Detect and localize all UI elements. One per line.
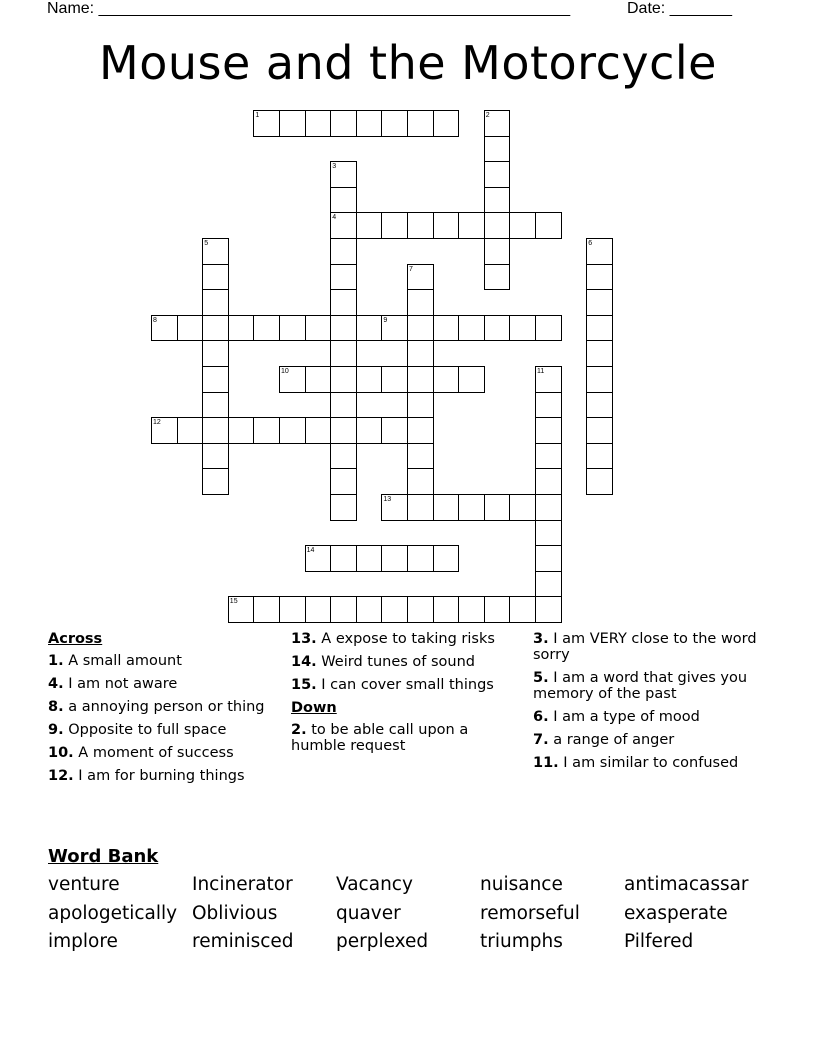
grid-cell[interactable] bbox=[177, 417, 204, 444]
grid-cell[interactable] bbox=[509, 315, 536, 342]
word-bank-word: nuisance bbox=[480, 874, 563, 895]
grid-cell[interactable] bbox=[586, 366, 613, 393]
grid-cell[interactable] bbox=[330, 161, 357, 188]
across-heading: Across bbox=[48, 631, 103, 647]
clue-number: 13 bbox=[383, 496, 392, 503]
down-heading: Down bbox=[291, 700, 337, 716]
grid-cell[interactable] bbox=[330, 392, 357, 419]
grid-cell[interactable] bbox=[458, 212, 485, 239]
clue-number: 4 bbox=[332, 214, 337, 222]
clue-down-6: 6. I am a type of mood bbox=[533, 709, 700, 725]
grid-cell[interactable] bbox=[509, 212, 536, 239]
word-bank-word: reminisced bbox=[192, 931, 294, 952]
clue-number: 6 bbox=[588, 240, 593, 247]
grid-cell[interactable] bbox=[535, 468, 562, 495]
clue-number: 10 bbox=[281, 368, 289, 375]
grid-cell[interactable] bbox=[202, 315, 229, 342]
grid-cell[interactable] bbox=[330, 468, 357, 495]
clue-across-4: 4. I am not aware bbox=[48, 676, 178, 692]
grid-cell[interactable] bbox=[356, 596, 383, 623]
grid-cell[interactable] bbox=[279, 315, 306, 342]
grid-cell[interactable] bbox=[330, 212, 357, 239]
grid-cell[interactable] bbox=[305, 596, 332, 623]
grid-cell[interactable] bbox=[228, 315, 255, 342]
grid-cell[interactable] bbox=[356, 366, 383, 393]
grid-cell[interactable] bbox=[330, 289, 357, 316]
clue-number: 8 bbox=[153, 316, 157, 324]
grid-cell[interactable] bbox=[202, 238, 229, 265]
word-bank-word: perplexed bbox=[336, 931, 429, 952]
grid-cell[interactable] bbox=[228, 596, 255, 623]
grid-cell[interactable] bbox=[407, 468, 434, 495]
grid-cell[interactable] bbox=[484, 596, 511, 623]
grid-cell[interactable] bbox=[433, 110, 460, 137]
grid-cell[interactable] bbox=[535, 392, 562, 419]
grid-cell[interactable] bbox=[586, 264, 613, 291]
grid-cell[interactable] bbox=[484, 110, 511, 137]
grid-cell[interactable] bbox=[253, 315, 280, 342]
grid-cell[interactable] bbox=[381, 366, 408, 393]
grid-cell[interactable] bbox=[151, 315, 178, 342]
word-bank-word: exasperate bbox=[624, 903, 728, 924]
clue-down-3: 3. I am VERY close to the word sorry bbox=[533, 631, 757, 663]
clue-down-5: 5. I am a word that gives you memory of the past bbox=[533, 670, 748, 702]
word-bank-word: Vacancy bbox=[336, 874, 413, 895]
clue-number: 12 bbox=[153, 419, 161, 427]
grid-cell[interactable] bbox=[407, 443, 434, 470]
grid-cell[interactable] bbox=[330, 443, 357, 470]
clue-down-7: 7. a range of anger bbox=[533, 732, 675, 748]
grid-cell[interactable] bbox=[586, 392, 613, 419]
word-bank-word: Incinerator bbox=[192, 874, 293, 895]
word-bank-word: apologetically bbox=[48, 903, 178, 924]
word-bank-word: triumphs bbox=[480, 931, 563, 952]
grid-cell[interactable] bbox=[484, 187, 511, 214]
clue-number: 9 bbox=[383, 316, 388, 324]
grid-cell[interactable] bbox=[202, 264, 229, 291]
grid-cell[interactable] bbox=[484, 212, 511, 239]
word-bank-word: Pilfered bbox=[624, 931, 694, 952]
clue-down-2: 2. to be able call upon a humble request bbox=[291, 722, 469, 754]
grid-cell[interactable] bbox=[535, 366, 562, 393]
clue-down-11: 11. I am similar to confused bbox=[533, 755, 739, 771]
clue-across-9: 9. Opposite to full space bbox=[48, 722, 227, 738]
word-bank-word: Oblivious bbox=[192, 903, 278, 924]
clue-number: 5 bbox=[204, 240, 209, 247]
clue-across-8: 8. a annoying person or thing bbox=[48, 699, 265, 715]
grid-cell[interactable] bbox=[535, 545, 562, 572]
grid-cell[interactable] bbox=[305, 545, 332, 572]
grid-cell[interactable] bbox=[330, 417, 357, 444]
clue-across-12: 12. I am for burning things bbox=[48, 768, 245, 784]
grid-cell[interactable] bbox=[458, 596, 485, 623]
grid-cell[interactable] bbox=[228, 417, 255, 444]
grid-cell[interactable] bbox=[509, 494, 536, 521]
grid-cell[interactable] bbox=[279, 596, 306, 623]
word-bank-word: antimacassar bbox=[624, 874, 749, 895]
grid-cell[interactable] bbox=[535, 212, 562, 239]
grid-cell[interactable] bbox=[586, 238, 613, 265]
grid-cell[interactable] bbox=[202, 392, 229, 419]
grid-cell[interactable] bbox=[330, 315, 357, 342]
grid-cell[interactable] bbox=[484, 238, 511, 265]
clues-column-3 bbox=[533, 631, 758, 778]
grid-cell[interactable] bbox=[433, 212, 460, 239]
grid-cell[interactable] bbox=[381, 212, 408, 239]
grid-cell[interactable] bbox=[381, 545, 408, 572]
grid-cell[interactable] bbox=[381, 417, 408, 444]
grid-cell[interactable] bbox=[535, 443, 562, 470]
grid-cell[interactable] bbox=[356, 315, 383, 342]
grid-cell[interactable] bbox=[509, 596, 536, 623]
grid-cell[interactable] bbox=[484, 315, 511, 342]
grid-cell[interactable] bbox=[535, 315, 562, 342]
grid-cell[interactable] bbox=[433, 366, 460, 393]
clue-number: 2 bbox=[485, 112, 490, 119]
grid-cell[interactable] bbox=[407, 110, 434, 137]
grid-cell[interactable] bbox=[202, 443, 229, 470]
grid-cell[interactable] bbox=[305, 315, 332, 342]
grid-cell[interactable] bbox=[586, 417, 613, 444]
grid-cell[interactable] bbox=[586, 443, 613, 470]
date-field[interactable]: Date: _______ bbox=[627, 0, 732, 17]
clue-number: 3 bbox=[332, 163, 337, 171]
grid-cell[interactable] bbox=[407, 289, 434, 316]
grid-cell[interactable] bbox=[535, 571, 562, 598]
clue-number: 1 bbox=[255, 112, 260, 119]
word-bank-title: Word Bank bbox=[48, 846, 159, 867]
name-field[interactable]: Name: _____________________________________________________ bbox=[47, 0, 571, 17]
clue-across-1: 1. A small amount bbox=[48, 653, 182, 669]
grid-cell[interactable] bbox=[458, 315, 485, 342]
grid-cell[interactable] bbox=[330, 187, 357, 214]
grid-cell[interactable] bbox=[535, 494, 562, 521]
clue-across-15: 15. I can cover small things bbox=[291, 677, 494, 693]
grid-cell[interactable] bbox=[305, 366, 332, 393]
grid-cell[interactable] bbox=[381, 494, 408, 521]
grid-cell[interactable] bbox=[356, 545, 383, 572]
grid-cell[interactable] bbox=[407, 417, 434, 444]
grid-cell[interactable] bbox=[381, 315, 408, 342]
clue-across-13: 13. A expose to taking risks bbox=[291, 631, 495, 647]
grid-cell[interactable] bbox=[305, 417, 332, 444]
grid-cell[interactable] bbox=[407, 315, 434, 342]
grid-cell[interactable] bbox=[330, 238, 357, 265]
word-bank-word: quaver bbox=[336, 903, 401, 924]
word-bank-word: implore bbox=[48, 931, 118, 952]
clues-column-1 bbox=[48, 631, 273, 791]
grid-cell[interactable] bbox=[330, 545, 357, 572]
grid-cell[interactable] bbox=[330, 110, 357, 137]
grid-cell[interactable] bbox=[433, 596, 460, 623]
clue-number: 14 bbox=[306, 547, 315, 555]
grid-cell[interactable] bbox=[484, 494, 511, 521]
grid-cell[interactable] bbox=[279, 366, 306, 393]
grid-cell[interactable] bbox=[458, 494, 485, 521]
grid-cell[interactable] bbox=[151, 417, 178, 444]
grid-cell[interactable] bbox=[407, 494, 434, 521]
grid-cell[interactable] bbox=[356, 417, 383, 444]
word-bank-word: venture bbox=[48, 874, 120, 895]
grid-cell[interactable] bbox=[433, 545, 460, 572]
clue-number: 15 bbox=[229, 598, 238, 606]
grid-cell[interactable] bbox=[202, 468, 229, 495]
grid-cell[interactable] bbox=[535, 520, 562, 547]
grid-cell[interactable] bbox=[330, 596, 357, 623]
grid-cell[interactable] bbox=[433, 494, 460, 521]
grid-cell[interactable] bbox=[407, 596, 434, 623]
grid-cell[interactable] bbox=[535, 596, 562, 623]
grid-cell[interactable] bbox=[381, 110, 408, 137]
grid-cell[interactable] bbox=[330, 340, 357, 367]
word-bank-word: remorseful bbox=[480, 903, 580, 924]
grid-cell[interactable] bbox=[407, 264, 434, 291]
grid-cell[interactable] bbox=[202, 340, 229, 367]
grid-cell[interactable] bbox=[484, 264, 511, 291]
grid-cell[interactable] bbox=[253, 596, 280, 623]
clue-number: 11 bbox=[537, 368, 545, 375]
grid-cell[interactable] bbox=[381, 596, 408, 623]
grid-cell[interactable] bbox=[279, 110, 306, 137]
grid-cell[interactable] bbox=[330, 366, 357, 393]
grid-cell[interactable] bbox=[407, 366, 434, 393]
grid-cell[interactable] bbox=[253, 417, 280, 444]
grid-cell[interactable] bbox=[484, 136, 511, 163]
grid-cell[interactable] bbox=[253, 110, 280, 137]
grid-cell[interactable] bbox=[484, 161, 511, 188]
clues-column-2 bbox=[291, 631, 511, 761]
grid-cell[interactable] bbox=[535, 417, 562, 444]
grid-cell[interactable] bbox=[433, 315, 460, 342]
grid-cell[interactable] bbox=[407, 340, 434, 367]
grid-cell[interactable] bbox=[586, 315, 613, 342]
grid-cell[interactable] bbox=[202, 289, 229, 316]
grid-cell[interactable] bbox=[407, 392, 434, 419]
grid-cell[interactable] bbox=[177, 315, 204, 342]
clue-across-14: 14. Weird tunes of sound bbox=[291, 654, 475, 670]
clue-across-10: 10. A moment of success bbox=[48, 745, 234, 761]
grid-cell[interactable] bbox=[407, 545, 434, 572]
grid-cell[interactable] bbox=[458, 366, 485, 393]
clue-number: 7 bbox=[409, 265, 413, 273]
grid-cell[interactable] bbox=[330, 494, 357, 521]
grid-cell[interactable] bbox=[330, 264, 357, 291]
page-title: Mouse and the Motorcycle bbox=[99, 36, 717, 90]
grid-cell[interactable] bbox=[305, 110, 332, 137]
grid-cell[interactable] bbox=[407, 212, 434, 239]
grid-cell[interactable] bbox=[279, 417, 306, 444]
grid-cell[interactable] bbox=[202, 366, 229, 393]
grid-cell[interactable] bbox=[586, 468, 613, 495]
grid-cell[interactable] bbox=[586, 289, 613, 316]
grid-cell[interactable] bbox=[202, 417, 229, 444]
grid-cell[interactable] bbox=[356, 212, 383, 239]
grid-cell[interactable] bbox=[356, 110, 383, 137]
grid-cell[interactable] bbox=[586, 340, 613, 367]
